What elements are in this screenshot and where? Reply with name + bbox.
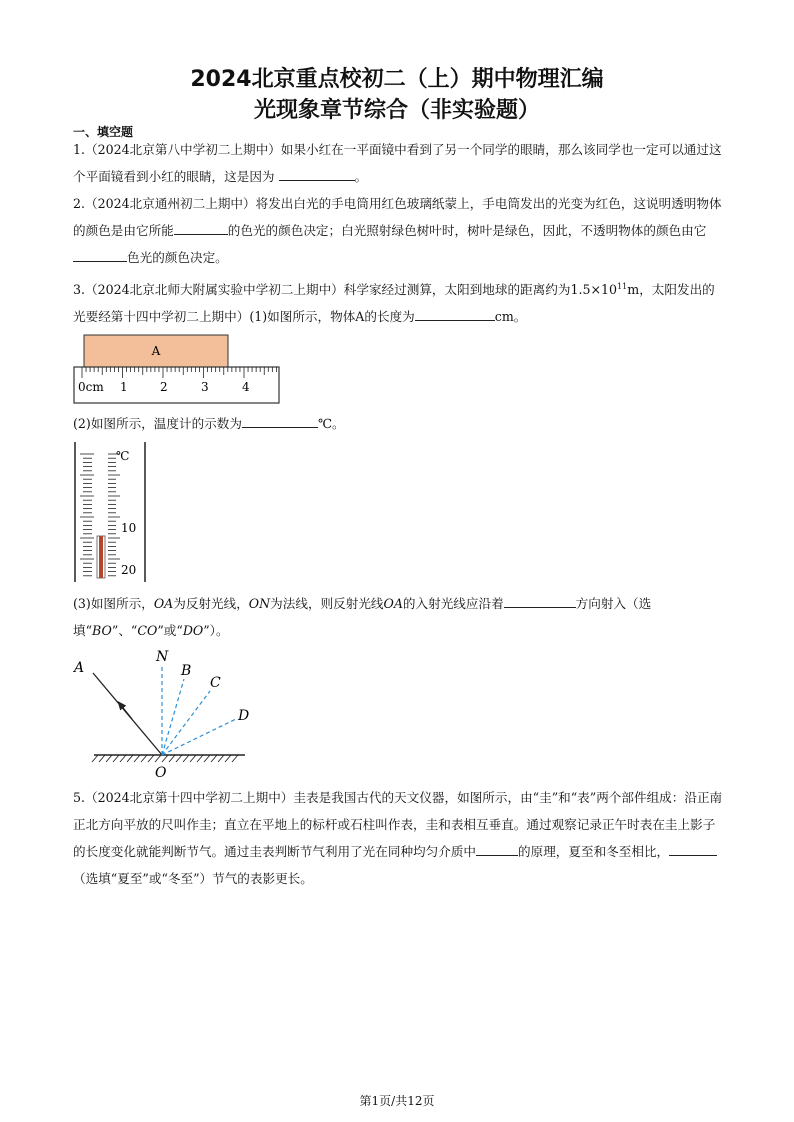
answer-blank-3-2[interactable] [242, 413, 318, 428]
hatch-line [141, 755, 147, 762]
object-a-label: A [151, 344, 161, 358]
label-n: N [156, 649, 169, 665]
mirror-hatching [92, 755, 238, 762]
thermometer-label-20: 20 [121, 563, 137, 577]
tick-label-2: 2 [160, 380, 168, 394]
answer-blank-3-3[interactable] [504, 593, 576, 608]
hatch-line [232, 755, 238, 762]
tick-label-3: 3 [201, 380, 209, 394]
page-title: 2024北京重点校初二（上）期中物理汇编 [190, 67, 604, 92]
hatch-line [176, 755, 182, 762]
hatch-line [169, 755, 175, 762]
thermometer-liquid [99, 536, 103, 578]
label-d: D [238, 708, 250, 724]
answer-blank-5b[interactable] [669, 841, 717, 856]
question-3-2: (2)如图所示，温度计的示数为 ℃。 [73, 410, 723, 437]
question-1: 1.（2024北京第八中学初二上期中）如果小红在一平面镜中看到了另一个同学的眼睛，那么该同学也一定可以通过这个平面镜看到小红的眼睛，这是因为 。 [73, 142, 722, 184]
hatch-line [225, 755, 231, 762]
hatch-line [134, 755, 140, 762]
question-3-3: (3)如图所示，OA为反射光线，ON为法线，则反射光线OA的入射光线应沿着 方向射入（选填“BO”、“CO”或“DO”）。 [73, 590, 723, 644]
ray-bo [162, 679, 184, 755]
page-footer: 第1页/共12页 [359, 1094, 435, 1108]
question-3: 3.（2024北京北师大附属实验中学初二上期中）科学家经过测算，太阳到地球的距离约为$1.5\times 10^{11}m$，太阳发出的光要经第十四中学初二上期中）(1)如图所示，物体A的长度为 cm。 [73, 282, 715, 325]
hatch-line [127, 755, 133, 762]
hatch-line [204, 755, 210, 762]
section-heading: 一、填空题 [73, 125, 134, 139]
hatch-line [148, 755, 154, 762]
question-5: 5.（2024北京第十四中学初二上期中）圭表是我国古代的天文仪器，如图所示，由“圭”和“表”两个部件组成：沿正南正北方向平放的尺叫作圭；直立在平地上的标杆或石柱叫作表，圭和表相互垂直。通过观察记录正午时表在圭上影子的长度变化就能判断节气。通过圭表判断节气利用了光在同种均匀介质中 的原理，夏至和冬至相比，（选填“夏至”或“冬至”）节气的表影更长。 [73, 790, 723, 886]
hatch-line [99, 755, 105, 762]
thermometer-unit: ℃ [116, 449, 130, 463]
hatch-line [197, 755, 203, 762]
tick-label-1: 1 [120, 380, 128, 394]
answer-blank-1[interactable] [279, 166, 355, 181]
hatch-line [106, 755, 112, 762]
answer-blank-3-1[interactable] [415, 306, 495, 321]
hatch-line [211, 755, 217, 762]
tick-label-4: 4 [242, 380, 250, 394]
thermometer-figure [72, 440, 152, 586]
answer-blank-2a[interactable] [174, 220, 228, 235]
distance-value: $1.5\times 10^{11}m$ [570, 282, 640, 298]
answer-blank-2b[interactable] [73, 247, 127, 262]
hatch-line [190, 755, 196, 762]
label-c: C [210, 675, 221, 691]
reflection-figure [70, 645, 280, 780]
hatch-line [113, 755, 119, 762]
hatch-line [92, 755, 98, 762]
thermometer-label-10: 10 [121, 521, 137, 535]
tick-label-0: 0cm [78, 380, 104, 394]
hatch-line [155, 755, 161, 762]
hatch-line [218, 755, 224, 762]
page-subtitle: 光现象章节综合（非实验题） [253, 98, 540, 123]
ray-co [162, 691, 210, 755]
hatch-line [162, 755, 168, 762]
label-b: B [181, 663, 192, 679]
answer-blank-5a[interactable] [476, 841, 518, 856]
hatch-line [120, 755, 126, 762]
label-a: A [74, 660, 85, 676]
hatch-line [183, 755, 189, 762]
ray-do [162, 719, 236, 755]
reflected-ray-arrow [120, 704, 132, 719]
question-2: 2.（2024北京通州初二上期中）将发出白光的手电筒用红色玻璃纸蒙上，手电筒发出的光变为红色，这说明透明物体的颜色是由它所能 的色光的颜色决定；白光照射绿色树叶时，树叶是绿色，因此，不透明物体的颜色由它色光的颜色决定。 [73, 196, 722, 265]
ruler-figure [72, 332, 284, 408]
label-o: O [155, 765, 167, 780]
